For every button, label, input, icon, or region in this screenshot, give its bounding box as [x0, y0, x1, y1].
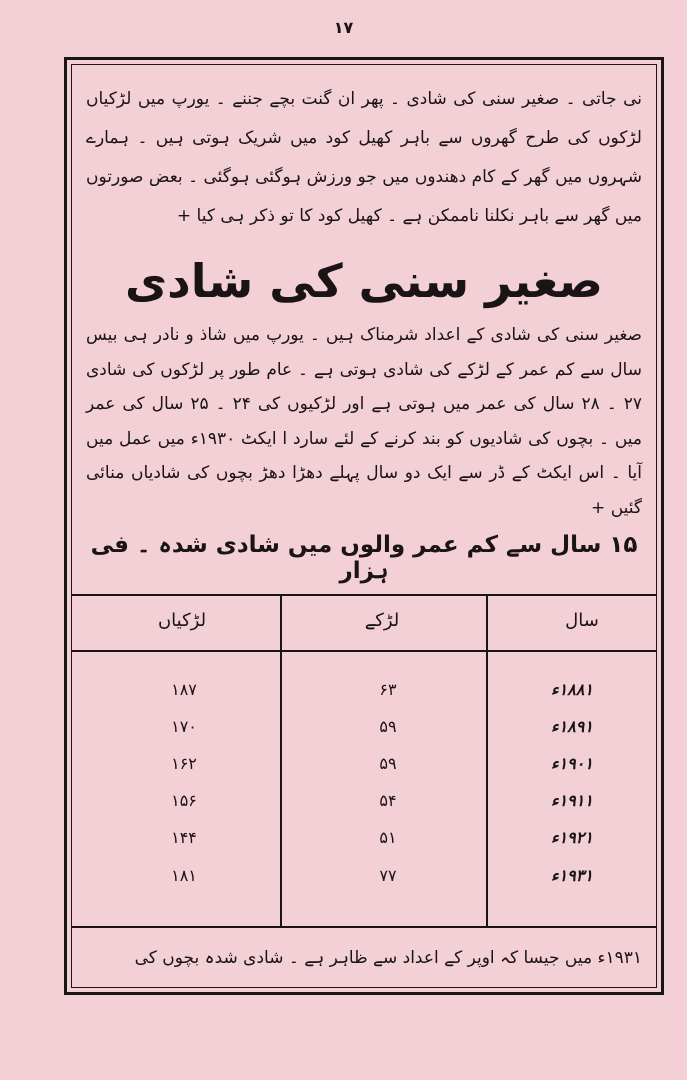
row-year: ۱۸۹۱ء	[551, 717, 593, 736]
row-boys: ۵۱	[379, 828, 397, 847]
row-year: ۱۹۳۱ء	[551, 866, 593, 885]
row-girls: ۱۸۱	[171, 866, 197, 885]
top-paragraph: نی جاتی ۔ صغیر سنی کی شادی ۔ پھر ان گنت بچے جننے ۔ یورپ میں لڑکیاں لڑکوں کی طرح گھروں سے باہر کھیل کود میں شریک ہوتی ہیں ۔ ہمارے شہروں میں گھر کے کام دھندوں میں جو ورزش ہوگئی ہوگئی ۔ بعض صورتوں میں گھر سے باہر نکلنا ناممکن ہے ۔ کھیل کود کا تو ذکر ہی کیا +	[86, 89, 642, 226]
section-paragraph: صغیر سنی کی شادی کے اعداد شرمناک ہیں ۔ یورپ میں شاذ و نادر ہی بیس سال سے کم عمر کے لڑکے کی شادی ہوتی ہے ۔ عام طور پر لڑکوں کی شادی ۲۷ ۔ ۲۸ سال کی عمر میں ہوتی ہے اور لڑکیوں کی ۲۴ ۔ ۲۵ سال کی عمر میں ۔ بچوں کی شادیوں کو بند کرنے کے لئے سارد ا ایکٹ ۱۹۳۰ء میں عمل میں آیا ۔ اس ایکٹ کے ڈر سے ایک دو سال پہلے دھڑا دھڑ بچوں کی شادیاں منائی گئیں +	[86, 325, 642, 518]
footer-line: ۱۹۳۱ء میں جیسا کہ اوپر کے اعداد سے ظاہر ہے ۔ شادی شدہ بچوں کی	[134, 948, 642, 968]
row-boys: ۵۴	[379, 791, 397, 810]
row-girls: ۱۴۴	[171, 828, 197, 847]
row-girls: ۱۷۰	[171, 717, 197, 736]
header-boys: لڑکے	[364, 610, 400, 631]
row-year: ۱۹۰۱ء	[551, 754, 593, 773]
table-top-rule	[72, 594, 656, 596]
row-girls: ۱۶۲	[171, 754, 197, 773]
row-girls: ۱۵۶	[171, 791, 197, 810]
header-girls: لڑکیاں	[157, 610, 207, 631]
row-year: ۱۸۸۱ء	[551, 680, 593, 699]
page-number: ١٧	[333, 18, 354, 37]
table-column-divider	[486, 594, 488, 928]
row-boys: ۵۹	[379, 754, 397, 773]
row-year: ۱۹۲۱ء	[551, 828, 593, 847]
table-column-divider	[280, 594, 282, 928]
table-header-rule	[72, 650, 656, 652]
row-year: ۱۹۱۱ء	[551, 791, 593, 810]
statistics-table	[72, 594, 656, 928]
table-title: ۱۵ سال سے کم عمر والوں میں شادی شدہ ۔ فی ہزار	[90, 532, 638, 584]
table-bottom-rule	[72, 926, 656, 928]
row-girls: ۱۸۷	[171, 680, 197, 699]
row-boys: ۵۹	[379, 717, 397, 736]
row-boys: ۷۷	[379, 866, 397, 885]
section-heading: صغیر سنی کی شادی	[125, 254, 603, 308]
header-year: سال	[565, 610, 599, 631]
row-boys: ۶۳	[379, 680, 397, 699]
